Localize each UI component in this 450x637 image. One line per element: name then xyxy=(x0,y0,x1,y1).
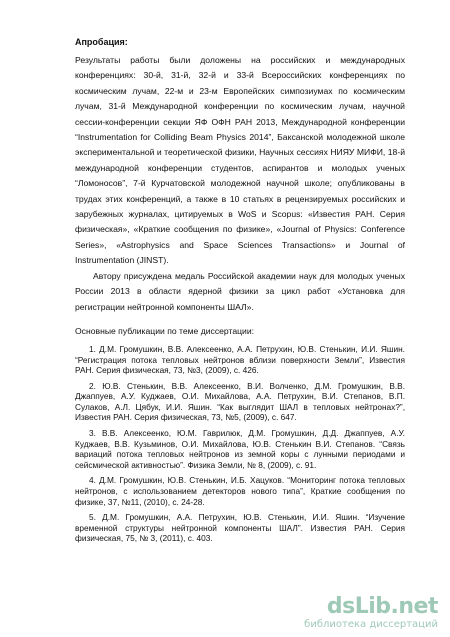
publications-list xyxy=(75,344,405,544)
dslib-watermark xyxy=(304,595,438,631)
watermark-logo: dsLib.net xyxy=(326,594,438,619)
publication-item-3: 3. В.В. Алексеенко, Ю.М. Гаврилюк, Д.М. Громушкин, Д.Д. Джаппуев, А.У. Куджаев, В.В. Кузьминов, О.И. Михайлова, Ю.В. Стенькин В.И. Степанов. “Связь вариаций потока тепловых нейтронов из земной коры с лунными периодами и сейсмической активностью”. Физика Земли, № 8, (2009), с. 91. xyxy=(75,428,405,470)
document-page xyxy=(75,36,405,549)
award-paragraph: Автору присуждена медаль Российской академии наук для молодых ученых России 2013 в области ядерной физики за цикл работ «Установка для регистрации нейтронной компоненты ШАЛ». xyxy=(75,270,405,312)
publication-item-4: 4. Д.М. Громушкин, Ю.В. Стенькин, И.Б. Хацуков. “Мониторинг потока тепловых нейтронов, с использованием детекторов нового типа”, Краткие сообщения по физике, 37, №11, (2010), с. 24-28. xyxy=(75,475,405,507)
watermark-subtitle: библиотека диссертаций xyxy=(304,619,438,630)
publication-item-2: 2. Ю.В. Стенькин, В.В. Алексеенко, В.И. Волченко, Д.М. Громушкин, В.В. Джаппуев, А.У. Куджаев, О.И. Михайлова, А.А. Петрухин, В.И. Степанов, В.П. Сулаков, А.Л. Цябук, И.И. Яшин. “Как выглядит ШАЛ в тепловых нейтронах?”, Известия РАН. Серия физическая, 73, №5, (2009), с. 647. xyxy=(75,380,405,423)
spacer xyxy=(75,315,405,325)
approbation-paragraph-1: Результаты работы были доложены на российских и международных конференциях: 30-й, 31-й, 32-й и 33-й Всероссийских конференциях по космическим лучам, 22-м и 23-м Европейских симпозиумах по космическим лучам, 31-й Международной конференции по космическим лучам, научной сессии-конференции секции ЯФ ОФН РАН 2013, Международной конференции “Instrumentation for Colliding Beam Physics 2014”, Баксанской молодежной школе экспериментальной и теоретической физики, Научных сессиях НИЯУ МИФИ, 18-й международной конференции студентов, аспирантов и молодых ученых “Ломоносов”, 7-й Курчатовской молодежной научной школе; опубликованы в трудах этих конференций, а также в 10 статьях в рецензируемых российских и зарубежных журналах, цитируемых в WoS и Scopus: «Известия РАН. Серия физическая», «Краткие сообщения по физике», «Journal of Physics: Conference Series», «Astrophysics and Space Sciences Transactions» и Journal of Instrumentation (JINST). xyxy=(75,55,405,266)
publication-item-1: 1. Д.М. Громушкин, В.В. Алексеенко, А.А. Петрухин, Ю.В. Стенькин, И.И. Яшин. “Регистрация потока тепловых нейтронов вблизи поверхности Земли”, Известия РАН. Серия физическая, 73, №3, (2009), с. 426. xyxy=(75,343,405,376)
publication-item-5: 5. Д.М. Громушкин, А.А. Петрухин, Ю.В. Стенькин, И.И. Яшин. “Изучение временной структуры нейтронной компоненты ШАЛ”. Известия РАН. Серия физическая, 75, № 3, (2011), с. 403. xyxy=(75,512,405,544)
approbation-heading: Апробация: xyxy=(75,37,128,47)
publications-title: Основные публикации по теме диссертации: xyxy=(75,325,255,336)
